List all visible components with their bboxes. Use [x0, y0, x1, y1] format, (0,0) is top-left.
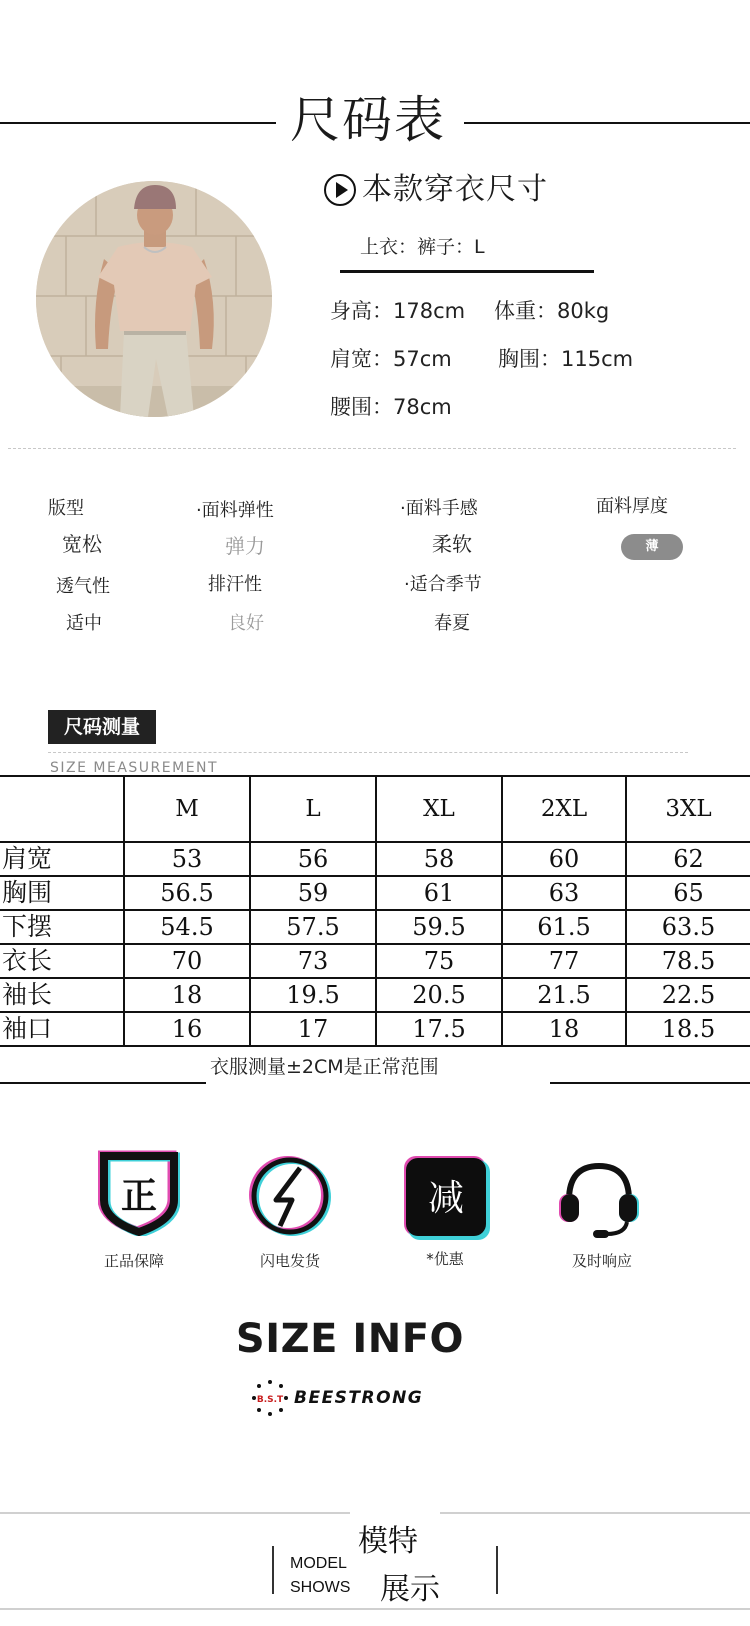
table-cell: 54.5: [124, 910, 250, 944]
stat-weight: [494, 296, 609, 326]
outfit-title: 本款穿衣尺寸: [362, 172, 548, 207]
footer-rule-bottom: [0, 1608, 750, 1610]
table-cell: 19.5: [250, 978, 376, 1012]
brand-row: [250, 1378, 423, 1418]
title-rule-right: [464, 122, 750, 124]
table-corner: [0, 776, 124, 842]
outfit-heading: [324, 170, 548, 210]
size-underline: [340, 270, 594, 273]
section-divider: [8, 448, 736, 449]
table-cell: 59: [250, 876, 376, 910]
row-label: 下摆: [0, 910, 124, 944]
discount-icon: [402, 1154, 490, 1240]
table-cell: 61.5: [502, 910, 626, 944]
feel-label: ·面料手感: [400, 498, 478, 519]
headset-icon: [555, 1156, 643, 1240]
stat-label: 腰围：: [330, 395, 393, 419]
table-row: [0, 842, 750, 876]
genuine-glyph: 正: [120, 1176, 158, 1217]
measurement-divider: [48, 752, 688, 753]
stat-value: 78cm: [393, 395, 452, 419]
column-header: M: [124, 776, 250, 842]
table-cell: 53: [124, 842, 250, 876]
stat-label: 体重：: [494, 299, 557, 323]
table-cell: 63: [502, 876, 626, 910]
table-cell: 77: [502, 944, 626, 978]
table-cell: 62: [626, 842, 750, 876]
footer-rule-right: [440, 1512, 750, 1514]
version-label: 版型: [48, 498, 84, 519]
column-header: 3XL: [626, 776, 750, 842]
season-value: 春夏: [434, 613, 470, 634]
table-header-row: [0, 776, 750, 842]
sweat-label: 排汗性: [208, 574, 262, 595]
stat-height: [330, 296, 465, 326]
note-rule-left: [0, 1082, 206, 1084]
row-label: 袖长: [0, 978, 124, 1012]
stat-value: 80kg: [557, 299, 610, 323]
table-note: 衣服测量±2CM是正常范围: [210, 1056, 439, 1078]
table-row: [0, 910, 750, 944]
table-cell: 21.5: [502, 978, 626, 1012]
size-table: [0, 775, 750, 1047]
stat-waist: [330, 392, 452, 422]
note-rule-right: [550, 1082, 750, 1084]
stat-label: 身高：: [330, 299, 393, 323]
season-label: ·适合季节: [404, 574, 482, 595]
service-label: *优惠: [426, 1250, 464, 1268]
table-cell: 58: [376, 842, 502, 876]
thickness-badge: 薄: [621, 534, 683, 560]
elastic-value: 弹力: [225, 534, 265, 558]
genuine-shield-icon: [98, 1150, 180, 1236]
service-shipping: [248, 1154, 332, 1242]
table-cell: 20.5: [376, 978, 502, 1012]
table-cell: 63.5: [626, 910, 750, 944]
stat-shoulder: [330, 344, 452, 374]
table-cell: 18.5: [626, 1012, 750, 1046]
table-row: [0, 944, 750, 978]
stat-label: 胸围：: [498, 347, 561, 371]
service-support: [555, 1156, 643, 1244]
table-cell: 59.5: [376, 910, 502, 944]
table-row: [0, 1012, 750, 1046]
feel-value: 柔软: [432, 532, 472, 556]
star-logo-icon: [250, 1378, 290, 1418]
table-cell: 75: [376, 944, 502, 978]
model-cn-line: 模特: [358, 1524, 418, 1559]
table-cell: 57.5: [250, 910, 376, 944]
model-en-line: SHOWS: [290, 1579, 351, 1596]
table-cell: 70: [124, 944, 250, 978]
stat-label: 肩宽：: [330, 347, 393, 371]
row-label: 肩宽: [0, 842, 124, 876]
service-label: 闪电发货: [259, 1252, 320, 1270]
table-cell: 65: [626, 876, 750, 910]
table-cell: 56: [250, 842, 376, 876]
column-header: 2XL: [502, 776, 626, 842]
arrow-circle-icon: [324, 174, 356, 206]
table-note-row: [0, 1046, 750, 1086]
table-cell: 73: [250, 944, 376, 978]
model-en-line: MODEL: [290, 1555, 347, 1572]
table-cell: 61: [376, 876, 502, 910]
service-label: 正品保障: [103, 1252, 164, 1270]
service-genuine: [98, 1150, 180, 1240]
table-cell: 17: [250, 1012, 376, 1046]
table-cell: 60: [502, 842, 626, 876]
footer-bar-right: [496, 1546, 498, 1594]
measurement-tag: 尺码测量: [48, 710, 156, 744]
table-cell: 18: [502, 1012, 626, 1046]
row-label: 衣长: [0, 944, 124, 978]
table-cell: 56.5: [124, 876, 250, 910]
stat-chest: [498, 344, 633, 374]
row-label: 胸围: [0, 876, 124, 910]
model-cn-line: 展示: [380, 1572, 440, 1607]
table-cell: 78.5: [626, 944, 750, 978]
sweat-value: 良好: [228, 613, 264, 634]
table-row: [0, 876, 750, 910]
discount-glyph: 减: [427, 1178, 465, 1219]
model-avatar: [36, 181, 272, 417]
lightning-icon: [248, 1154, 332, 1238]
model-shows-en: [290, 1552, 350, 1600]
version-value: 宽松: [62, 532, 102, 556]
thickness-label: 面料厚度: [596, 496, 668, 517]
table-cell: 18: [124, 978, 250, 1012]
service-discount: [402, 1154, 490, 1244]
size-info-title: SIZE INFO: [235, 1316, 465, 1362]
service-label: 及时响应: [571, 1252, 632, 1270]
table-cell: 22.5: [626, 978, 750, 1012]
model-photo-icon: [36, 181, 272, 417]
footer-bar-left: [272, 1546, 274, 1594]
brand-name: BEESTRONG: [294, 1388, 424, 1408]
brand-badge: B.S.T: [256, 1395, 284, 1405]
breath-value: 适中: [66, 613, 102, 634]
footer-rule-left: [0, 1512, 350, 1514]
column-header: XL: [376, 776, 502, 842]
column-header: L: [250, 776, 376, 842]
stat-value: 178cm: [393, 299, 466, 323]
table-cell: 17.5: [376, 1012, 502, 1046]
stat-value: 57cm: [393, 347, 452, 371]
table-cell: 16: [124, 1012, 250, 1046]
table-row: [0, 978, 750, 1012]
breath-label: 透气性: [56, 576, 110, 597]
page-title: 尺码表: [290, 91, 446, 149]
measurement-subtitle: SIZE MEASUREMENT: [50, 760, 219, 776]
outfit-size-line: 上衣：裤子：L: [360, 236, 485, 258]
title-rule-left: [0, 122, 276, 124]
elastic-label: ·面料弹性: [196, 500, 274, 521]
stat-value: 115cm: [561, 347, 634, 371]
row-label: 袖口: [0, 1012, 124, 1046]
